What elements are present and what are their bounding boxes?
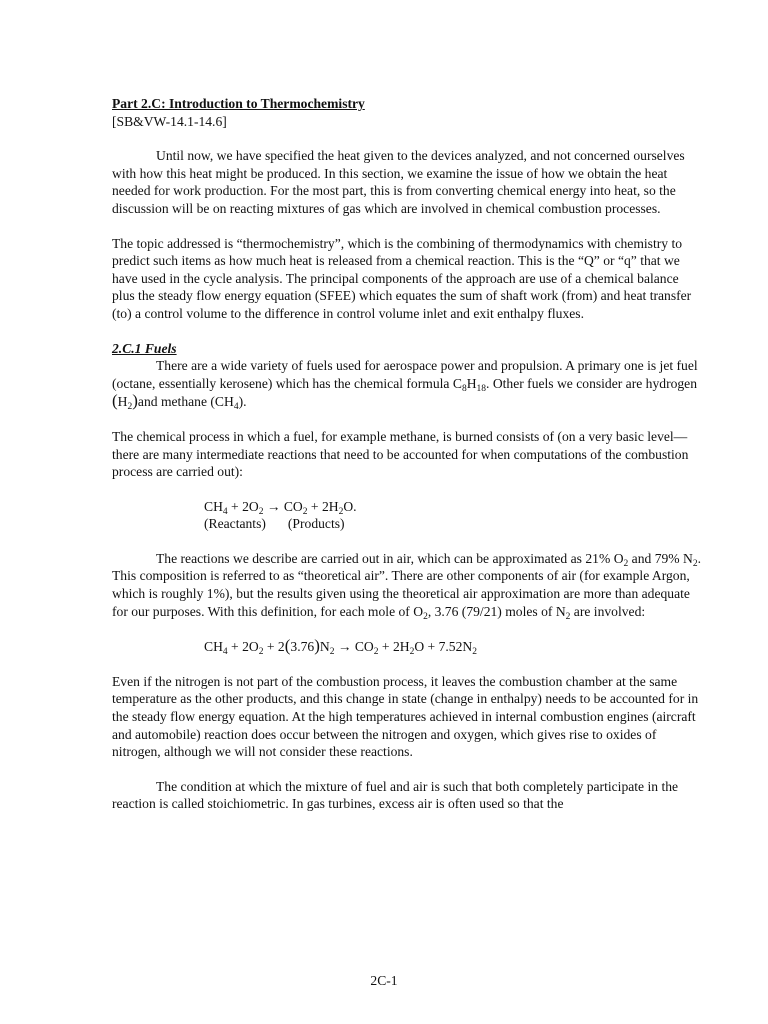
formula-hydrogen: $(H_2)$ xyxy=(112,391,138,413)
formula-octane: $C_8H_{18}$ xyxy=(452,375,487,394)
paragraph-chemical-process: The chemical process in which a fuel, for example methane, is burned consists of (on a very basic level—there are many intermediate reactions that need to be accounted for when computations of the combustion process are carried out): xyxy=(112,428,689,480)
paragraph-theoretical-air: The reactions we describe are carried out in air, which can be approximated as 21% $O_2$ and 79% $N_2$. This composition is referred to as “theoretical air”. There are other components of air (for example Argon, which is roughly 1%), but the results given using the theoretical air approximation are more than adequate for our purposes. With this definition, for each mole of $O_2$, 3.76 (79/21) moles of $N_2$ are involved: xyxy=(112,550,701,622)
page-body xyxy=(112,95,704,813)
equation-methane-air-combustion: $CH_4 + 2O_2 + 2(3.76)N_2 \to CO_2 + 2H_2O + 7.52N_2$ xyxy=(204,636,477,658)
label-reactants: (Reactants) xyxy=(204,516,266,532)
page-number: 2C-1 xyxy=(370,973,398,988)
paragraph-nitrogen: Even if the nitrogen is not part of the combustion process, it leaves the combustion chamber at the same temperature as the other products, and this change in state (change in enthalpy) needs to be accounted for in the steady flow energy equation. At the high temperatures achieved in internal combustion engines (aircraft and automobile) reaction does occur between the nitrogen and oxygen, which gives rise to oxides of nitrogen, although we will not consider these reactions. xyxy=(112,673,699,760)
equation-labels xyxy=(204,515,704,533)
subsection-heading: 2.C.1 Fuels xyxy=(112,340,177,356)
paragraph-thermochemistry: The topic addressed is “thermochemistry”, which is the combining of thermodynamics with chemistry to predict such items as how much heat is released from a chemical reaction. This is the “Q” or “q” that we have used in the cycle analysis. The principal components of the approach are use of a chemical balance plus the steady flow energy equation (SFEE) which equates the sum of shaft work (from) and heat transfer (to) a control volume to the difference in control volume inlet and exit enthalpy fluxes. xyxy=(112,235,692,321)
paragraph-intro: Until now, we have specified the heat given to the devices analyzed, and not concerned ourselves with how this heat might be produced. In this section, we examine the issue of how we obtain the heat needed for work production. For the most part, this is from converting chemical energy into heat, so the discussion will be on reacting mixtures of gas which are involved in chemical combustion processes. xyxy=(112,148,685,216)
paragraph-stoichiometric: The condition at which the mixture of fuel and air is such that both completely participate in the reaction is called stoichiometric. In gas turbines, excess air is often used so that the xyxy=(112,778,679,812)
label-products: (Products) xyxy=(287,516,345,532)
formula-methane: $CH_4$ xyxy=(214,394,239,413)
section-title: Part 2.C: Introduction to Thermochemistry xyxy=(112,96,365,111)
equation-methane-combustion: $CH_4 + 2O_2 \to CO_2 + 2H_2O$. xyxy=(204,498,357,517)
reference: [SB&VW-14.1-14.6] xyxy=(112,113,227,129)
paragraph-fuels: There are a wide variety of fuels used for aerospace power and propulsion. A primary one is jet fuel (octane, essentially kerosene) which has the chemical formula $C_8H_{18}$. Other fuels we consider are hydrogen $(H_2)and$ methane $(CH_4)$. xyxy=(112,358,698,413)
